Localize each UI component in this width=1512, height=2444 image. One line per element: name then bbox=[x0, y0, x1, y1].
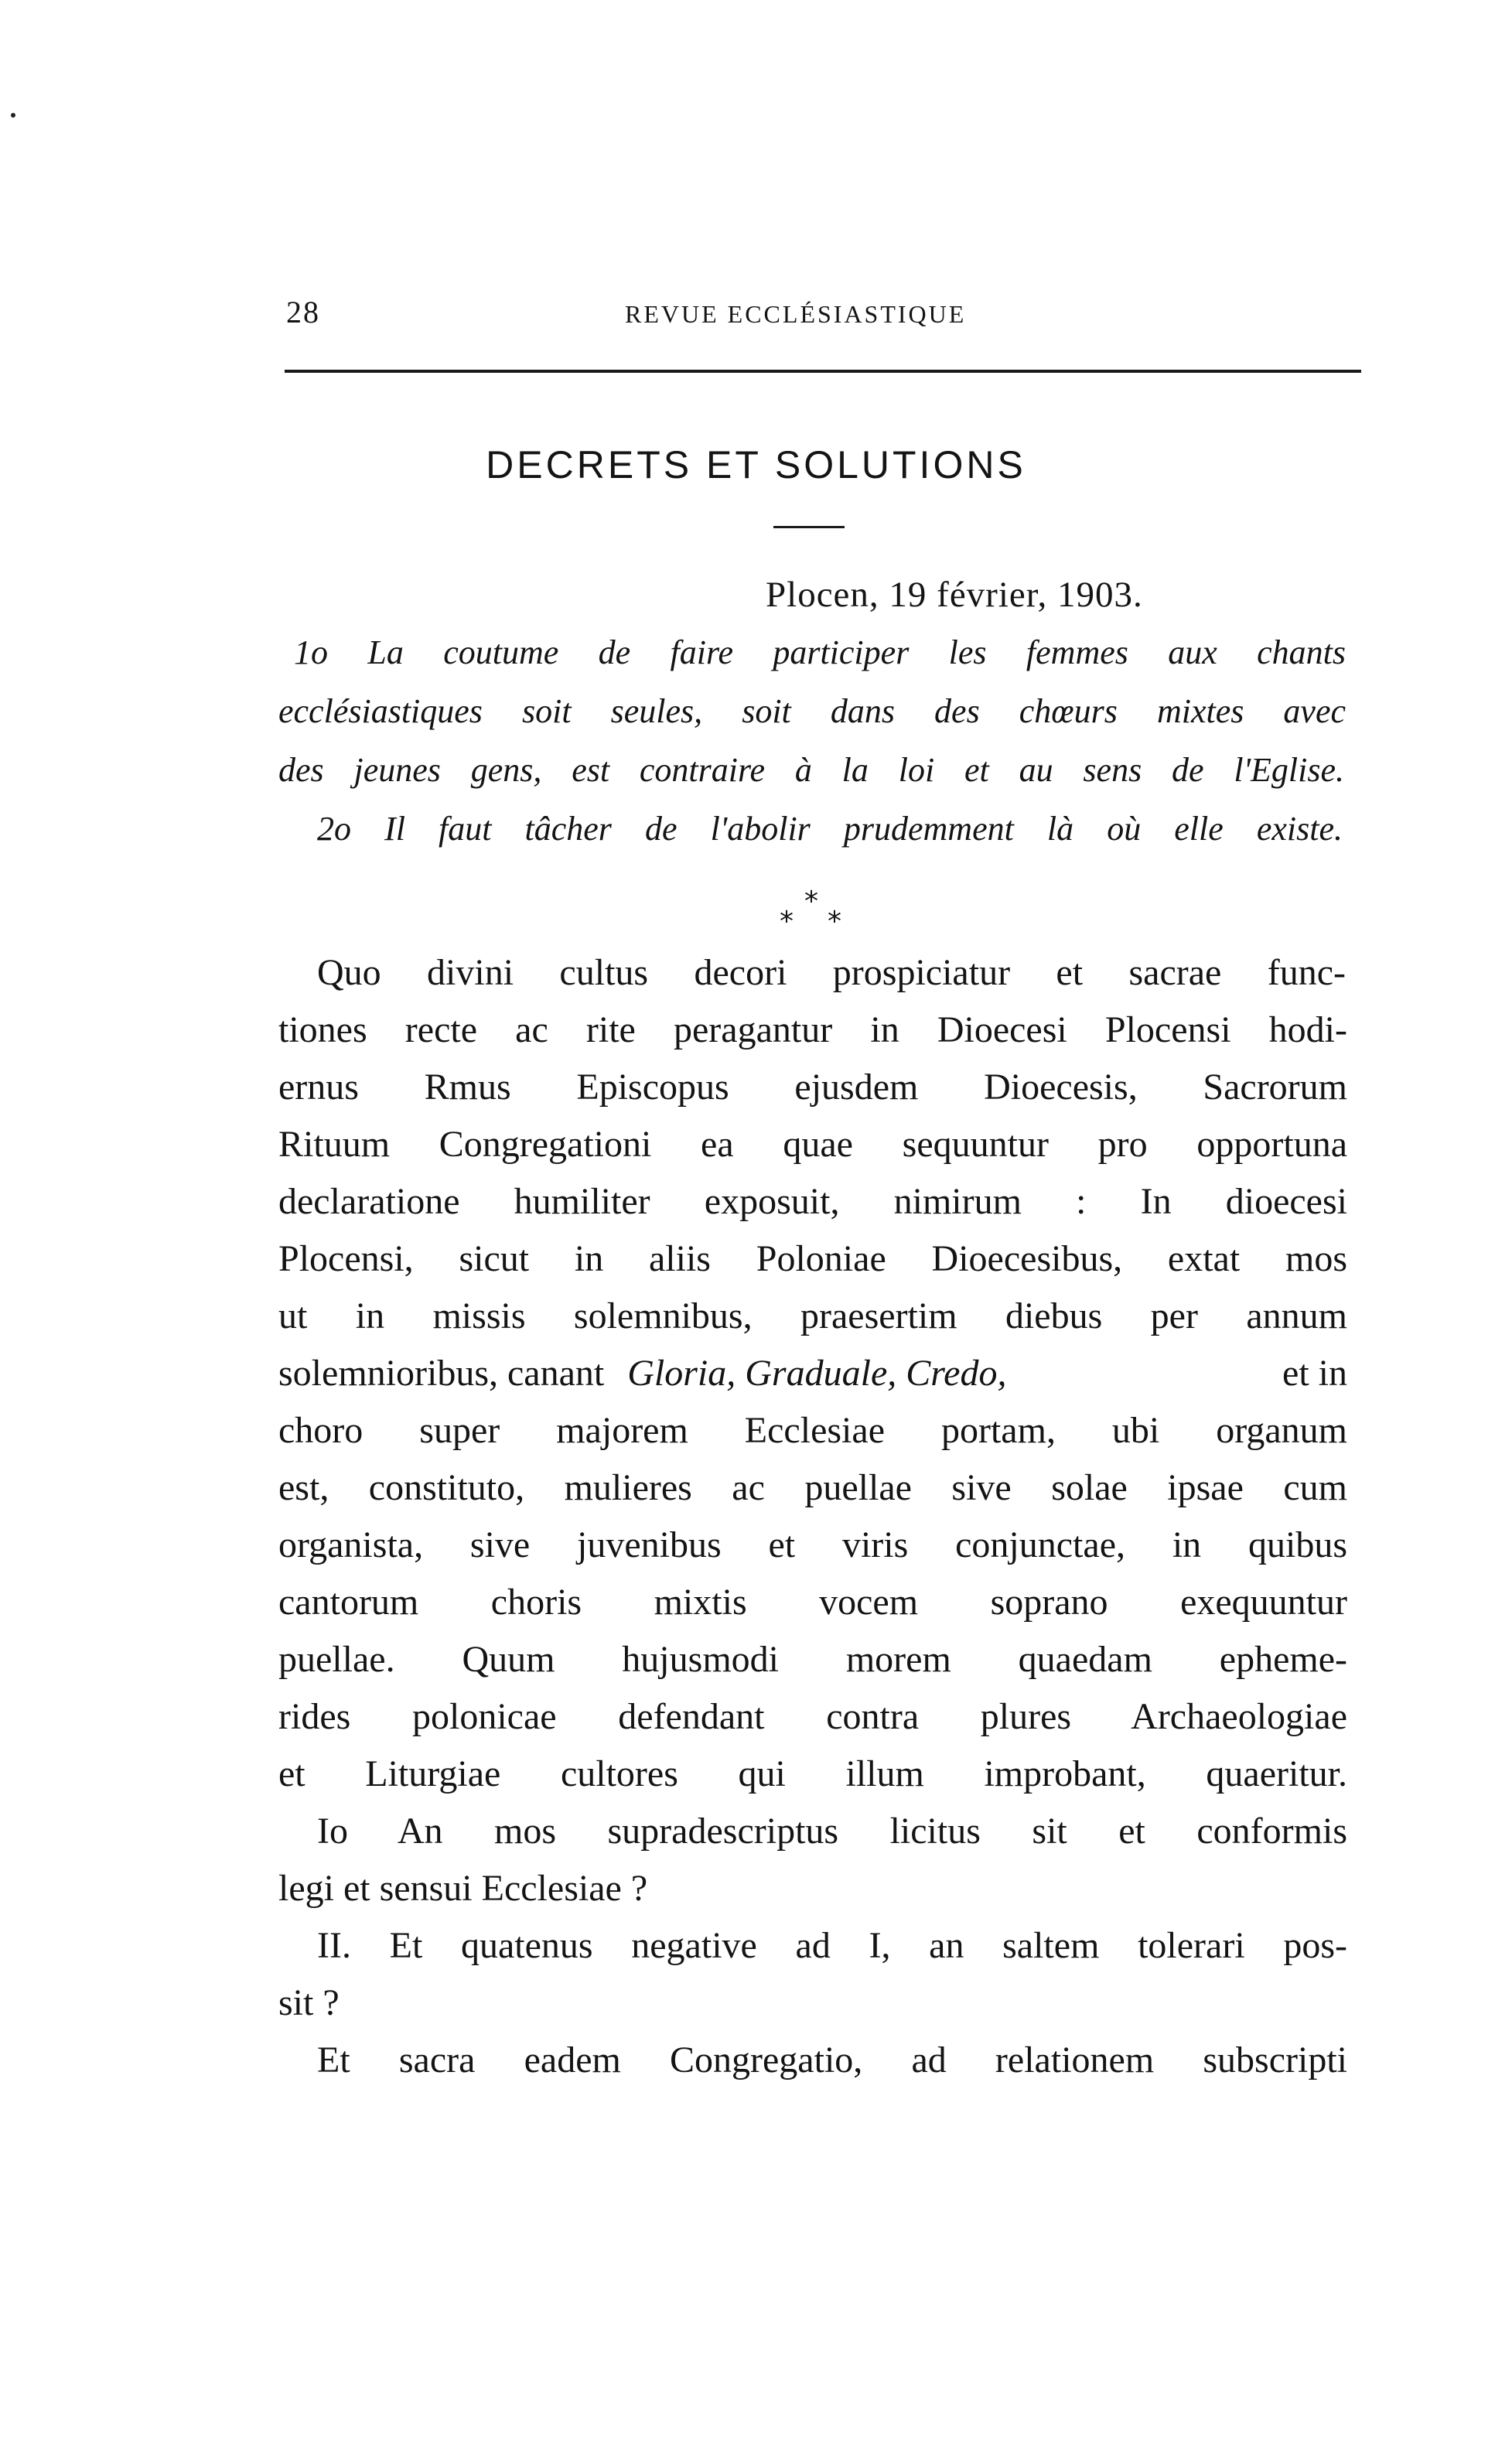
body-line: est, constituto, mulieres ac puellae sive solae ipsae cum bbox=[278, 1467, 1347, 1508]
liturgical-terms: Gloria, Graduale, Credo, bbox=[627, 1353, 1007, 1394]
question-line: II. Et quatenus negative ad I, an saltem tolerari pos- bbox=[317, 1925, 1347, 1966]
body-line: choro super majorem Ecclesiae portam, ubi organum bbox=[278, 1410, 1347, 1451]
body-line: puellae. Quum hujusmodi morem quaedam epheme- bbox=[278, 1639, 1347, 1680]
body-line: declaratione humiliter exposuit, nimirum : In dioecesi bbox=[278, 1181, 1347, 1222]
body-line: Quo divini cultus decori prospiciatur et sacrae func- bbox=[317, 952, 1346, 993]
asterism-star: * bbox=[828, 906, 841, 937]
question-line: Io An mos supradescriptus licitus sit et conformis bbox=[317, 1811, 1347, 1852]
page-number: 28 bbox=[286, 295, 320, 329]
dateline: Plocen, 19 février, 1903. bbox=[766, 575, 1143, 615]
body-line: cantorum choris mixtis vocem soprano exequuntur bbox=[278, 1582, 1347, 1623]
header-rule bbox=[285, 370, 1361, 373]
summary-line: ecclésiastiques soit seules, soit dans des chœurs mixtes avec bbox=[278, 692, 1346, 730]
asterism-star: * bbox=[804, 886, 818, 917]
body-line: et Liturgiae cultores qui illum improbant, quaeritur. bbox=[278, 1753, 1347, 1794]
asterism-separator bbox=[780, 886, 849, 940]
print-speck bbox=[11, 113, 15, 118]
body-line: organista, sive juvenibus et viris conjunctae, in quibus bbox=[278, 1524, 1347, 1565]
summary-line: 2o Il faut tâcher de l'abolir prudemment là où elle existe. bbox=[317, 810, 1343, 848]
journal-title: REVUE ECCLÉSIASTIQUE bbox=[625, 300, 967, 328]
body-line: ernus Rmus Episcopus ejusdem Dioecesis, Sacrorum bbox=[278, 1067, 1347, 1108]
body-line: Rituum Congregationi ea quae sequuntur pro opportuna bbox=[278, 1124, 1347, 1165]
body-line: rides polonicae defendant contra plures Archaeologiae bbox=[278, 1696, 1347, 1737]
body-line: Plocensi, sicut in aliis Poloniae Dioecesibus, extat mos bbox=[278, 1238, 1347, 1279]
question-line: legi et sensui Ecclesiae ? bbox=[278, 1868, 648, 1909]
summary-line: 1o La coutume de faire participer les femmes aux chants bbox=[294, 633, 1346, 671]
question-line: sit ? bbox=[278, 1982, 340, 2023]
summary-line: des jeunes gens, est contraire à la loi et au sens de l'Eglise. bbox=[278, 751, 1344, 789]
body-line: ut in missis solemnibus, praesertim diebus per annum bbox=[278, 1295, 1347, 1336]
asterism-star: * bbox=[780, 906, 794, 937]
section-title: DECRETS ET SOLUTIONS bbox=[486, 443, 1026, 486]
body-line: Et sacra eadem Congregatio, ad relationem subscripti bbox=[317, 2040, 1347, 2080]
body-line: solemnioribus, canant Gloria, Graduale, Credo, et in bbox=[278, 1353, 1347, 1394]
running-head bbox=[0, 294, 1512, 340]
body-line: tiones recte ac rite peragantur in Dioecesi Plocensi hodi- bbox=[278, 1009, 1347, 1050]
title-rule bbox=[773, 526, 845, 528]
